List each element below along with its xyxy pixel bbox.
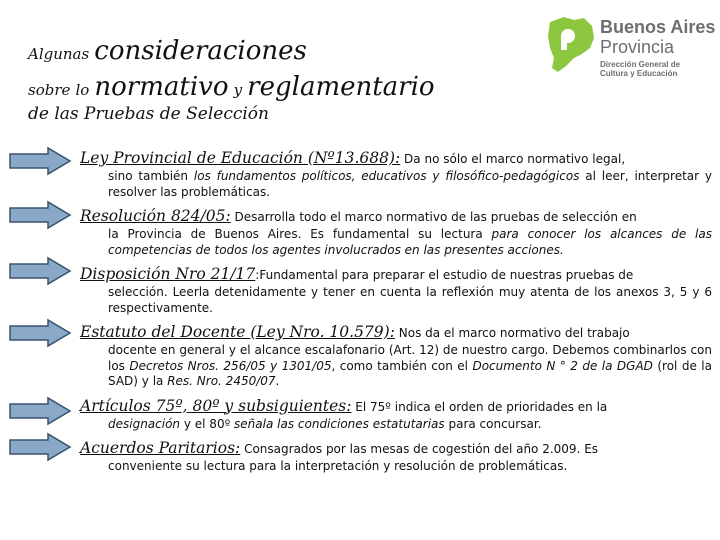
logo-line-3 — [600, 60, 715, 78]
item-body-run: y el 80º — [180, 416, 235, 431]
arrow-right-icon — [8, 146, 72, 176]
item-lead: Da no sólo el marco normativo legal, — [400, 152, 626, 166]
item-body — [108, 459, 712, 475]
list-item — [80, 206, 712, 258]
logo-line-3b: Cultura y Educación — [600, 69, 678, 79]
arrow-right-icon — [8, 256, 72, 286]
list-item — [80, 264, 712, 316]
item-body-run: selección. Leerla detenidamente y tener en cuenta la reflexión muy atenta de los anexos 3, 5 y 6 respectivamente. — [108, 285, 712, 315]
item-body — [108, 343, 712, 390]
province-map-icon — [544, 14, 596, 76]
item-lead: El 75º indica el orden de prioridades en la — [351, 399, 608, 414]
title-subline: de las Pruebas de Selección — [28, 104, 269, 124]
arrow-right-icon — [8, 396, 72, 426]
title-word: normativo — [94, 72, 229, 102]
title-line-1 — [28, 38, 508, 74]
title-word: y — [233, 81, 243, 99]
item-body-run: designación — [108, 416, 181, 431]
list-item — [80, 322, 712, 390]
item-body-run: la Provincia de Buenos Aires. Es fundamental su lectura — [108, 227, 492, 241]
logo-text — [600, 18, 715, 78]
title-word: consideraciones — [94, 36, 307, 66]
slide-title — [28, 38, 508, 134]
item-body — [108, 285, 712, 316]
item-title: Artículos 75º, 80º y subsiguientes: — [80, 396, 352, 415]
item-body-run: para concursar. — [444, 416, 542, 431]
considerations-list — [80, 148, 712, 481]
item-body — [108, 227, 712, 258]
item-lead: :Fundamental para preparar el estudio de nuestras pruebas de — [255, 268, 634, 282]
title-word: sobre — [28, 81, 71, 99]
item-body-run: sino también — [108, 169, 194, 183]
item-body-run: Res. Nro. 2450/07 — [167, 374, 276, 388]
item-body-run: los fundamentos políticos, educativos y filosófico-pedagógicos — [193, 169, 580, 183]
logo-line-1: Buenos Aires — [600, 17, 716, 37]
item-body-run: docente en general y el alcance escalafonario (Art. 12) de nuestro cargo. Debemos combinarlos con los — [108, 343, 712, 373]
arrow-right-icon — [8, 318, 72, 348]
title-word: Algunas — [28, 45, 90, 63]
list-item — [80, 438, 712, 475]
item-body-run: (rol de la SAD) y la — [108, 358, 712, 388]
item-body-run: para conocer los alcances de las competencias de todos los agentes involucrados en las presentes acciones. — [108, 227, 712, 257]
item-title: Disposición Nro 21/17 — [80, 265, 256, 283]
logo-line-3a: Dirección General de — [600, 60, 681, 69]
item-body-run: , como también con el — [331, 358, 473, 373]
list-item — [80, 396, 712, 433]
item-lead: Desarrolla todo el marco normativo de las pruebas de selección en — [230, 210, 637, 224]
title-word: reglamentario — [247, 72, 435, 102]
buenos-aires-logo — [544, 14, 714, 94]
title-word: lo — [75, 81, 90, 99]
arrow-right-icon — [8, 200, 72, 230]
title-line-3 — [28, 106, 508, 134]
item-title: Resolución 824/05: — [80, 207, 231, 225]
item-body-run: Decretos Nros. 256/05 y 1301/05 — [129, 358, 332, 373]
item-body-run: Documento N ° 2 de la DGAD — [472, 358, 653, 373]
item-title: Ley Provincial de Educación (Nº13.688): — [80, 149, 401, 167]
item-body-run: señala las condiciones estatutarias — [234, 416, 445, 431]
item-lead: Nos da el marco normativo del trabajo — [394, 326, 630, 340]
list-item — [80, 148, 712, 200]
title-line-2 — [28, 74, 508, 106]
item-lead: Consagrados por las mesas de cogestión del año 2.009. Es — [240, 442, 599, 456]
item-body-run: . — [275, 374, 280, 388]
logo-line-2: Provincia — [600, 37, 675, 57]
item-title: Estatuto del Docente (Ley Nro. 10.579): — [80, 323, 395, 341]
item-body-run: conveniente su lectura para la interpretación y resolución de problemáticas. — [108, 459, 568, 473]
item-body — [108, 417, 712, 433]
item-body-run: al leer, interpretar y resolver las problemáticas. — [108, 169, 712, 199]
arrow-right-icon — [8, 432, 72, 462]
item-body — [108, 169, 712, 200]
item-title: Acuerdos Paritarios: — [80, 439, 241, 457]
